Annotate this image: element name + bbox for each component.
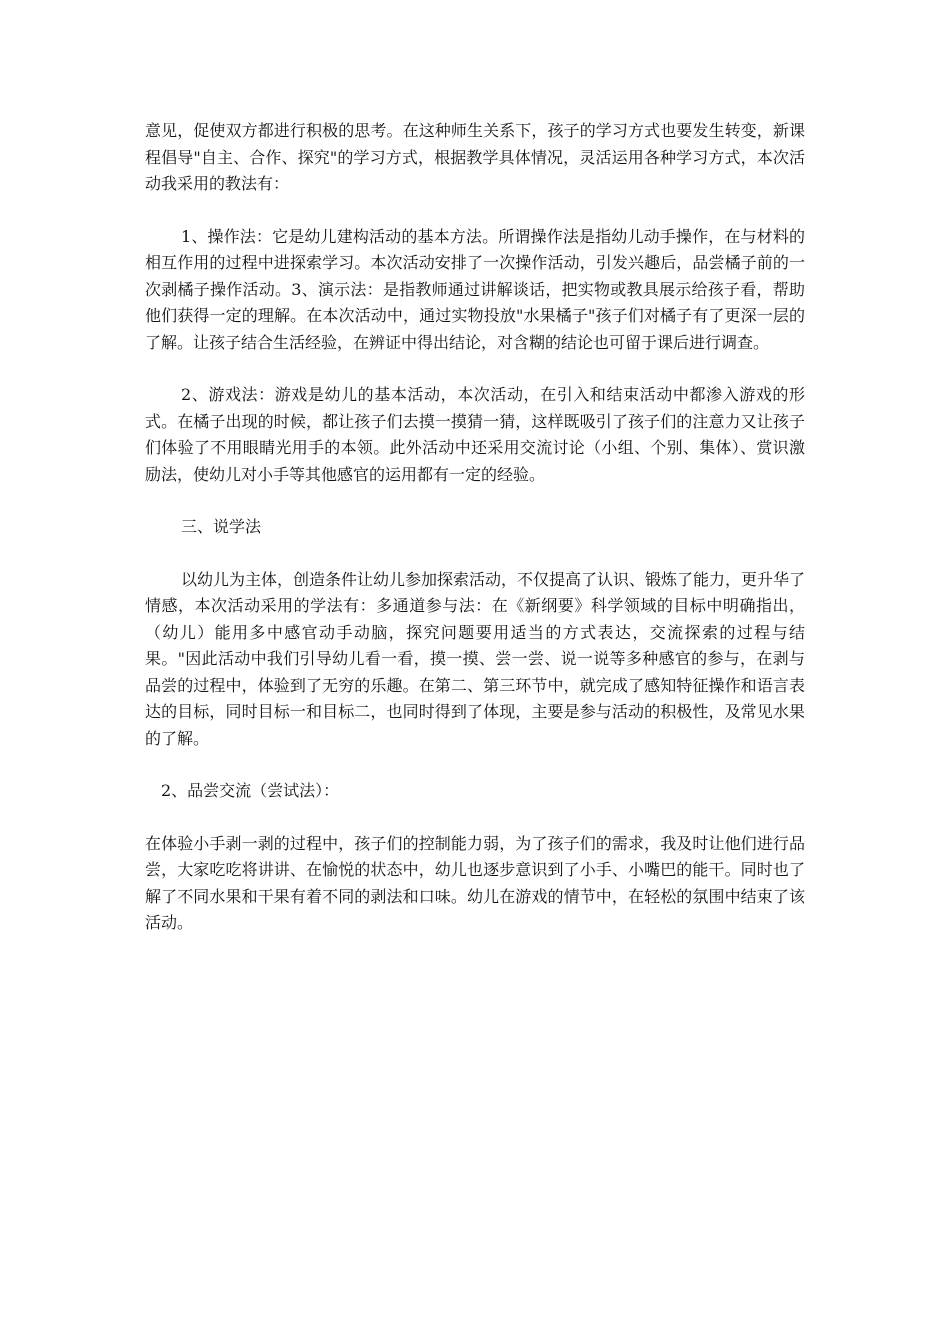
paragraph-game-method: 2、游戏法：游戏是幼儿的基本活动，本次活动，在引入和结束活动中都渗入游戏的形式。在橘子出现的时候，都让孩子们去摸一摸猜一猜，这样既吸引了孩子们的注意力又让孩子们体验了不用眼睛光用手的本领。此外活动中还采用交流讨论（小组、个别、集体）、赏识激励法，使幼儿对小手等其他感官的运用都有一定的经验。 (145, 385, 805, 484)
subheading-tasting-exchange: 2、品尝交流（尝试法）： (161, 781, 340, 800)
paragraph-learning-methods: 以幼儿为主体，创造条件让幼儿参加探索活动，不仅提高了认识、锻炼了能力，更升华了情感，本次活动采用的学法有：多通道参与法：在《新纲要》科学领域的目标中明确指出，（幼儿）能用多中感官动手动脑，探究问题要用适当的方式表达，交流探索的过程与结果。"因此活动中我们引导幼儿看一看，摸一摸、尝一尝、说一说等多种感官的参与，在剥与品尝的过程中，体验到了无穷的乐趣。在第二、第三环节中，就完成了感知特征操作和语言表达的目标，同时目标一和目标二，也同时得到了体现，主要是参与活动的积极性，及常见水果的了解。 (145, 569, 806, 748)
paragraph-teaching-methods-intro: 意见，促使双方都进行积极的思考。在这种师生关系下，孩子的学习方式也要发生转变，新课程倡导"自主、合作、探究"的学习方式，根据教学具体情况，灵活运用各种学习方式，本次活动我采用的教法有： (145, 121, 805, 193)
paragraph-operation-method: 1、操作法：它是幼儿建构活动的基本方法。所谓操作法是指幼儿动手操作，在与材料的相互作用的过程中进探索学习。本次活动安排了一次操作活动，引发兴趣后，品尝橘子前的一次剥橘子操作活动。3、演示法：是指教师通过讲解谈话，把实物或教具展示给孩子看，帮助他们获得一定的理解。在本次活动中，通过实物投放"水果橘子"孩子们对橘子有了更深一层的了解。让孩子结合生活经验，在辨证中得出结论，对含糊的结论也可留于课后进行调查。 (145, 226, 805, 352)
document-page (145, 118, 805, 963)
section-heading-learning-methods: 三、说学法 (181, 517, 262, 536)
paragraph-tasting-exchange: 在体验小手剥一剥的过程中，孩子们的控制能力弱，为了孩子们的需求，我及时让他们进行品尝，大家吃吃将讲讲、在愉悦的状态中，幼儿也逐步意识到了小手、小嘴巴的能干。同时也了解了不同水果和干果有着不同的剥法和口味。幼儿在游戏的情节中，在轻松的氛围中结束了该活动。 (145, 833, 805, 932)
